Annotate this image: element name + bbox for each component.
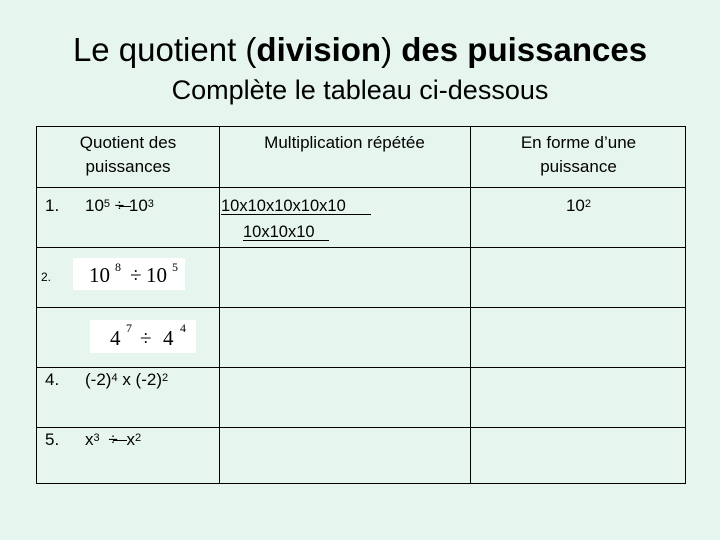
quotient-expression-image: 4 7 ÷ 4 4	[90, 320, 196, 353]
row-number: 5.	[45, 430, 60, 449]
repeated-multiplication-line2: 10x10x10	[243, 223, 315, 241]
row-divider	[37, 427, 685, 428]
column-divider	[470, 127, 471, 483]
strike-line	[243, 240, 329, 241]
power-result: $10^2$	[565, 196, 592, 215]
row-number: 1.	[45, 196, 60, 215]
page-title: Le quotient (division) des puissances	[72, 31, 648, 68]
header-divider	[37, 187, 685, 188]
row-divider	[37, 247, 685, 248]
row-number: 4.	[45, 370, 60, 389]
page-subtitle: Complète le tableau ci-dessous	[171, 75, 549, 105]
strike-line	[119, 206, 131, 207]
repeated-multiplication-line1: 10x10x10x10x10	[221, 197, 346, 215]
row-divider	[37, 367, 685, 368]
quotient-expression: $x^3 \div x^2$	[85, 430, 142, 449]
row-number: 2.	[41, 270, 52, 284]
header-quotient: Quotient des puissances	[79, 133, 177, 176]
quotient-expression: $(-2)^4$ x $(-2)^2$	[85, 370, 169, 389]
quotient-expression: $10^5 \div 10^3$	[85, 196, 154, 215]
row-divider	[37, 307, 685, 308]
strike-line	[221, 214, 371, 215]
header-power-form: En forme d’une puissance	[520, 133, 637, 176]
header-multiplication: Multiplication répétée	[264, 133, 425, 152]
quotient-expression-image: 10 8 ÷ 10 5	[73, 258, 185, 290]
strike-line	[113, 440, 127, 441]
exercise-table	[36, 126, 686, 484]
column-divider	[219, 127, 220, 483]
